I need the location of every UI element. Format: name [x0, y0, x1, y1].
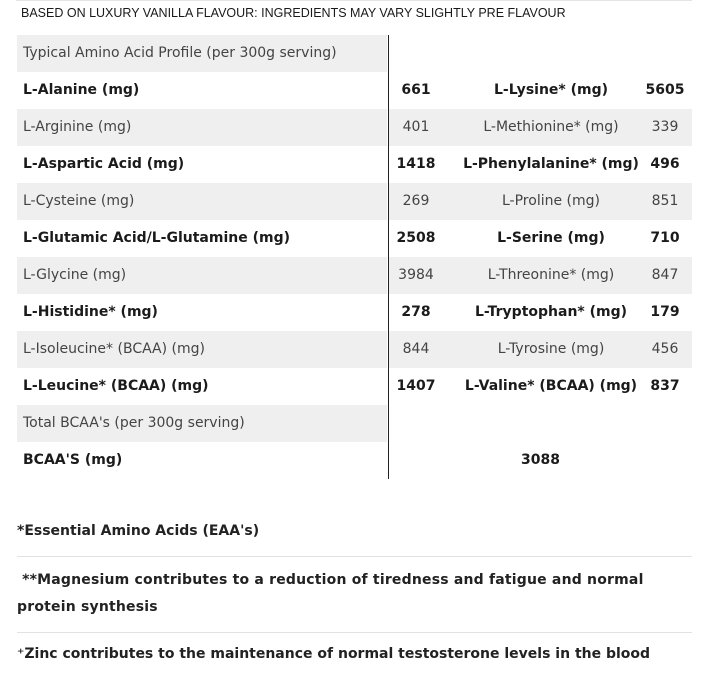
table-row — [17, 146, 692, 183]
amino-value-left: 401 — [402, 119, 430, 135]
amino-value-left: 3984 — [398, 267, 434, 283]
table-row — [17, 331, 692, 368]
amino-value-right: 847 — [651, 267, 679, 283]
amino-acid-table — [17, 35, 692, 479]
bcaa-name: BCAA'S (mg) — [23, 452, 123, 468]
footnote-divider — [17, 632, 692, 633]
amino-name-right: L-Valine* (BCAA) (mg) — [464, 378, 638, 394]
amino-value-left: 278 — [401, 304, 431, 320]
table-row — [17, 109, 692, 146]
bcaa-total-row — [17, 442, 692, 479]
table-row — [17, 183, 692, 220]
flavour-note: BASED ON LUXURY VANILLA FLAVOUR: INGREDIENTS MAY VARY SLIGHTLY PRE FLAVOUR — [21, 6, 566, 20]
bcaa-value: 3088 — [521, 452, 560, 468]
amino-value-left: 2508 — [396, 230, 436, 246]
amino-name-right: L-Methionine* (mg) — [483, 119, 619, 135]
top-divider — [16, 0, 692, 1]
amino-name-right: L-Serine (mg) — [497, 230, 605, 246]
amino-name-left: L-Cysteine (mg) — [23, 193, 135, 209]
amino-name-left: L-Arginine (mg) — [23, 119, 132, 135]
amino-name-left: L-Glutamic Acid/L-Glutamine (mg) — [23, 230, 291, 246]
amino-value-right: 339 — [651, 119, 679, 135]
amino-value-left: 661 — [401, 82, 431, 98]
amino-name-right: L-Lysine* (mg) — [493, 82, 609, 98]
amino-value-right: 710 — [650, 230, 680, 246]
amino-value-right: 5605 — [645, 82, 685, 98]
profile-heading: Typical Amino Acid Profile (per 300g serving) — [23, 45, 337, 61]
amino-name-right: L-Tyrosine (mg) — [497, 341, 605, 357]
amino-name-right: L-Tryptophan* (mg) — [474, 304, 628, 320]
amino-name-right: L-Proline (mg) — [502, 193, 600, 209]
amino-value-right: 179 — [650, 304, 680, 320]
amino-value-right: 456 — [651, 341, 679, 357]
footnote-zinc: ⁺Zinc contributes to the maintenance of normal testosterone levels in the blood — [17, 646, 651, 662]
amino-value-left: 269 — [402, 193, 430, 209]
amino-name-right: L-Threonine* (mg) — [487, 267, 615, 283]
amino-name-left: L-Alanine (mg) — [23, 82, 140, 98]
table-row — [17, 368, 692, 405]
bcaa-heading: Total BCAA's (per 300g serving) — [23, 415, 245, 431]
table-row — [17, 220, 692, 257]
amino-value-right: 496 — [650, 156, 680, 172]
footnote-magnesium: **Magnesium contributes to a reduction of tiredness and fatigue and normal protein synthesis — [17, 572, 644, 615]
footnote-eaa: *Essential Amino Acids (EAA's) — [17, 523, 260, 539]
amino-name-left: L-Glycine (mg) — [23, 267, 127, 283]
table-row — [17, 294, 692, 331]
amino-name-left: L-Isoleucine* (BCAA) (mg) — [23, 341, 205, 357]
table-row — [17, 257, 692, 294]
amino-name-left: L-Histidine* (mg) — [23, 304, 158, 320]
amino-value-right: 837 — [650, 378, 680, 394]
amino-name-right: L-Phenylalanine* (mg) — [463, 156, 639, 172]
amino-value-left: 1407 — [396, 378, 436, 394]
footnote-divider — [17, 556, 692, 557]
amino-value-left: 844 — [402, 341, 430, 357]
amino-value-right: 851 — [651, 193, 679, 209]
table-heading-row — [17, 35, 692, 72]
amino-name-left: L-Aspartic Acid (mg) — [23, 156, 185, 172]
bcaa-heading-row — [17, 405, 692, 442]
table-row — [17, 72, 692, 109]
amino-name-left: L-Leucine* (BCAA) (mg) — [23, 378, 209, 394]
column-divider — [388, 35, 389, 479]
amino-value-left: 1418 — [396, 156, 436, 172]
